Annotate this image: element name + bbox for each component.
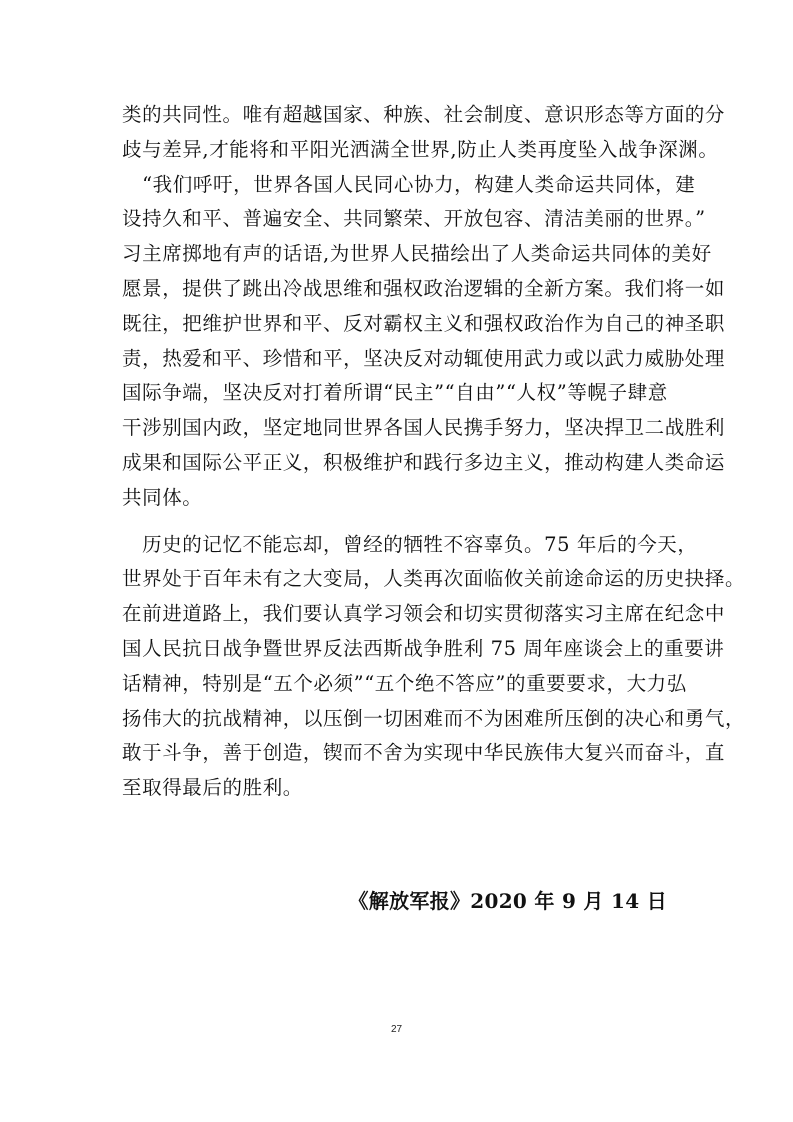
text-line: 习主席掷地有声的话语,为世界人民描绘出了人类命运共同体的美好 <box>122 242 712 266</box>
text-line: 话精神，特别是“五个必须”“五个绝不答应”的重要要求，大力弘 <box>122 671 687 695</box>
source-citation: 《解放军报》2020 年 9 月 14 日 <box>348 889 667 913</box>
text-line: 成果和国际公平正义，积极维护和践行多边主义，推动构建人类命运 <box>122 450 726 474</box>
body-text <box>122 98 746 806</box>
text-line: “我们呼吁，世界各国人民同心协力，构建人类命运共同体，建 <box>122 172 696 196</box>
paragraph-3 <box>122 528 746 806</box>
page-number: 27 <box>390 1024 403 1035</box>
text-line: 至取得最后的胜利。 <box>122 776 303 800</box>
text-line: 国人民抗日战争暨世界反法西斯战争胜利 75 周年座谈会上的重要讲 <box>122 636 725 660</box>
paragraph-spacer <box>122 516 682 528</box>
text-line: 愿景，提供了跳出冷战思维和强权政治逻辑的全新方案。我们将一如 <box>122 276 726 300</box>
text-line: 世界处于百年未有之大变局，人类再次面临攸关前途命运的历史抉择。 <box>122 567 746 591</box>
paragraph-1 <box>122 98 726 168</box>
text-line: 设持久和平、普遍安全、共同繁荣、开放包容、清洁美丽的世界。” <box>122 207 706 231</box>
text-line: 扬伟大的抗战精神，以压倒一切困难而不为困难所压倒的决心和勇气， <box>122 706 746 730</box>
text-line: 类的共同性。唯有超越国家、种族、社会制度、意识形态等方面的分 <box>122 103 726 126</box>
text-line: 既往，把维护世界和平、反对霸权主义和强权政治作为自己的神圣职 <box>122 311 726 335</box>
text-line: 歧与差异,才能将和平阳光洒满全世界,防止人类再度坠入战争深渊。 <box>122 137 719 161</box>
paragraph-2 <box>122 168 726 516</box>
text-line: 历史的记忆不能忘却，曾经的牺牲不容辜负。75 年后的今天， <box>122 532 698 556</box>
text-line: 在前进道路上，我们要认真学习领会和切实贯彻落实习主席在纪念中 <box>122 602 726 626</box>
text-line: 共同体。 <box>122 485 203 509</box>
text-line: 敢于斗争，善于创造，锲而不舍为实现中华民族伟大复兴而奋斗，直 <box>122 741 726 765</box>
text-line: 干涉别国内政，坚定地同世界各国人民携手努力，坚决捍卫二战胜利 <box>122 416 726 440</box>
text-line: 国际争端，坚决反对打着所谓“民主”“自由”“人权”等幌子肆意 <box>122 381 668 405</box>
text-line: 责，热爱和平、珍惜和平，坚决反对动辄使用武力或以武力威胁处理 <box>122 346 726 370</box>
